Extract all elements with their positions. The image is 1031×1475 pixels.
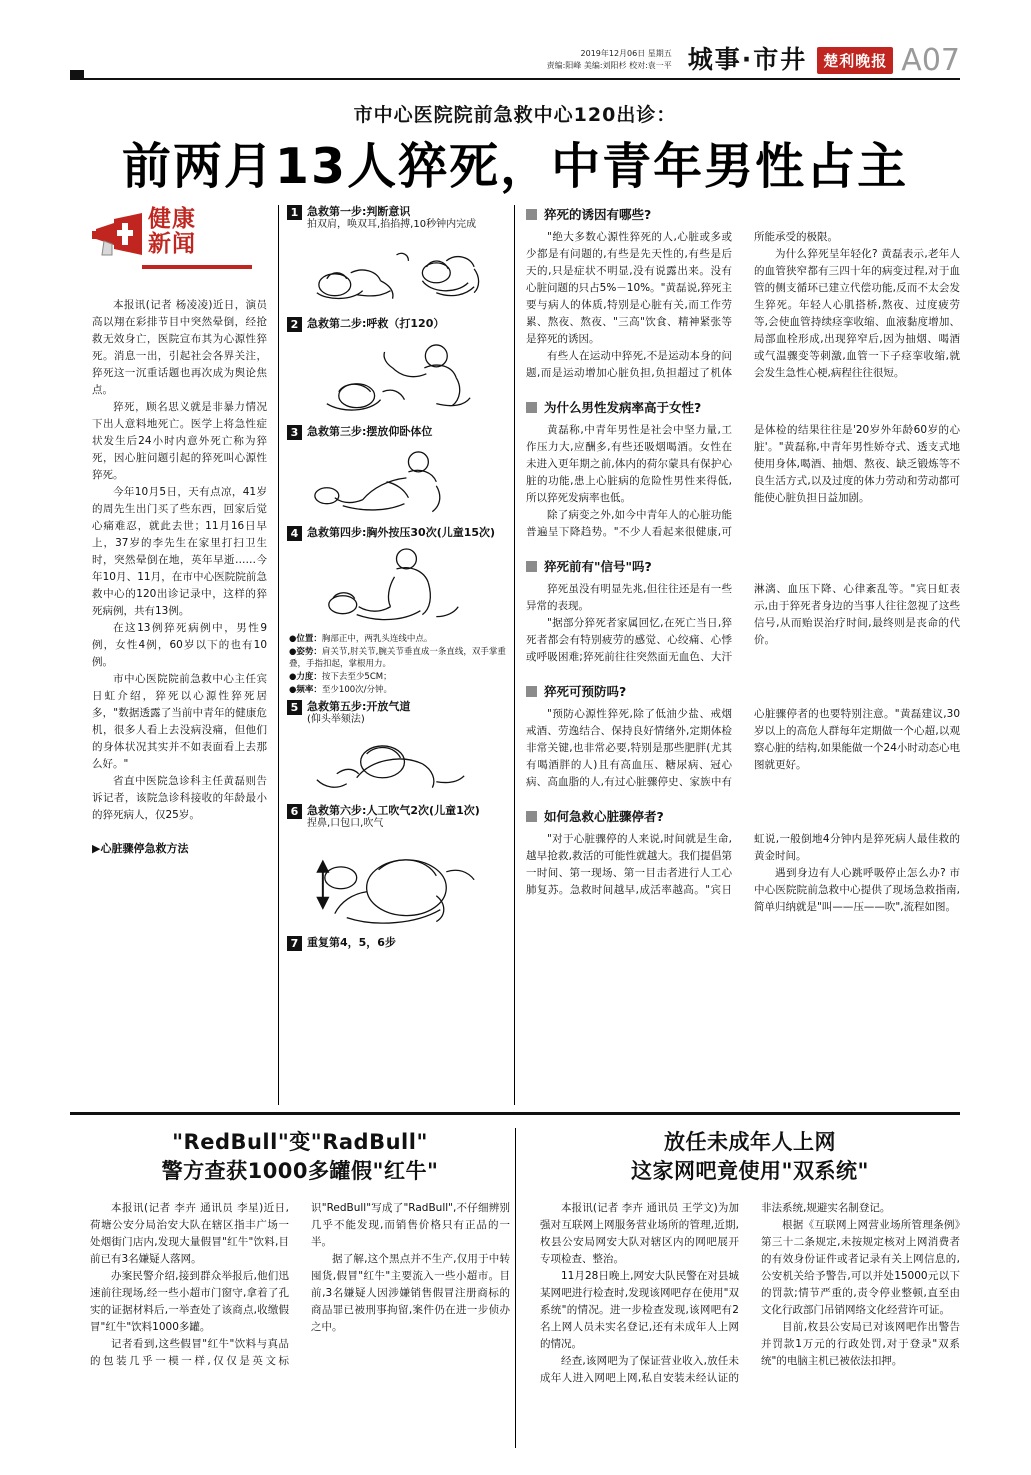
step-number: 2 xyxy=(287,317,302,332)
qa-answer xyxy=(526,706,960,791)
bottom-story-right xyxy=(540,1128,960,1387)
qa-question xyxy=(526,807,960,825)
compression-notes xyxy=(289,633,506,696)
megaphone-icon xyxy=(92,211,150,257)
qa-block xyxy=(526,682,960,791)
masthead xyxy=(70,30,960,80)
paragraph: "绝大多数心源性猝死的人,心脏或多或少都是有问题的,有些是先天性的,有些是后天的,只是症状不明显,没有说露出来。没有心脏问题的只占5%－10%。"黄磊说,猝死主要与病人的体质,特别是心脏有关,而工作劳累、熬夜、熬夜、"三高"饮食、精神紧张等是猝死的诱因。 xyxy=(526,231,732,345)
paragraph: 目前,枚县公安局已对该网吧作出警告并罚款1万元的行政处罚,对于登录"双系统"的电脑主机已被依法扣押。 xyxy=(761,1321,960,1367)
step-item xyxy=(287,526,506,697)
qa-question xyxy=(526,557,960,575)
step-number: 6 xyxy=(287,804,302,819)
story-title-line-2: 警方查获1000多罐假"红牛" xyxy=(161,1159,439,1183)
step-title: 急救第五步:开放气道 xyxy=(307,700,411,714)
article-kicker: 市中心医院院前急救中心120出诊： xyxy=(353,104,677,126)
qa-answer xyxy=(526,229,960,382)
step-title: 急救第三步:摆放仰卧体位 xyxy=(307,425,433,439)
qa-block xyxy=(526,205,960,382)
bottom-vertical-divider xyxy=(515,1128,516,1448)
qa-answer xyxy=(526,581,960,666)
step-title: 急救第六步:人工吹气2次(儿童1次) xyxy=(307,804,480,818)
square-bullet-icon xyxy=(526,402,537,413)
cpr-position-body-illustration xyxy=(287,442,506,522)
paragraph: 黄磊称,中青年男性是社会中坚力量,工作压力大,应酬多,有些还吸烟喝酒。女性在未进入更年期之前,体内的荷尔蒙具有保护心脏的功能,患上心脏病的危险性男性来得低,所以猝死发病率也低。 xyxy=(526,424,732,504)
paragraph: 办案民警介绍,接到群众举报后,他们迅速前往现场,经一些小超市门窗守,拿着了孔实的证据材料后,一举查处了该商点,收缴假冒"红牛"饮料1000多罐。 xyxy=(90,1270,289,1333)
square-bullet-icon xyxy=(526,811,537,822)
qa-question xyxy=(526,398,960,416)
cpr-rescue-breathing-illustration xyxy=(287,832,506,932)
step-number: 7 xyxy=(287,936,302,951)
page-title: 前两月13人猝死，中青年男性占主 xyxy=(121,138,909,195)
qa-column xyxy=(526,205,960,932)
paragraph: 在这13例猝死病例中，男性9例，女性4例，60岁以下的也有10例。 xyxy=(92,622,267,668)
step-item xyxy=(287,205,506,313)
health-news-text xyxy=(148,207,252,257)
masthead-date: 2019年12月06日 星期五 xyxy=(580,49,672,58)
step-number: 1 xyxy=(287,205,302,220)
story-title-line-1: 放任未成年人上网 xyxy=(664,1130,836,1154)
first-aid-steps-column xyxy=(278,205,515,1105)
paragraph: 除了病变之外,如今中青年人的心脏功能普遍呈下降趋势。"不少人看起来很健康,可是体检的结果往往是'20岁外年龄60岁的心脏'。"黄磊称,中青年男性娇夺式、透支式地使用身体,喝酒、抽烟、熬夜、缺乏锻炼等不良生活方式,以及过度的体力劳动和劳动都可能使心脏负担日益加剧。 xyxy=(526,424,960,538)
paragraph: 猝死虽没有明显先兆,但往往还是有一些异常的表现。 xyxy=(526,583,732,612)
story-title-line-2: 这家网吧竟使用"双系统" xyxy=(631,1159,869,1183)
note-label: ●位置： xyxy=(289,634,322,645)
note-text: 至少100次/分钟。 xyxy=(321,685,393,696)
step-subtitle: 拍双肩，唤双耳,掐掐搏,10秒钟内完成 xyxy=(307,219,477,230)
left-column xyxy=(92,205,267,856)
cpr-subhead: ▶心脏骤停急救方法 xyxy=(92,842,189,855)
qa-block xyxy=(526,807,960,916)
paragraph: 市中心医院院前急救中心主任宾日虹介绍，猝死以心源性猝死居多，"数据透露了当前中青年的健康危机，很多人看上去没病没痛，但他们的身体状况其实并不如表面看上去那么好。" xyxy=(92,673,267,770)
note-text: 胸部正中，两乳头连线中点。 xyxy=(321,634,433,645)
paragraph: 本报讯(记者 李卉 通讯员 王学文)为加强对互联网上网服务营业场所的管理,近期,枚县公安局网安大队对辖区内的网吧展开专项检查、整治。 xyxy=(540,1202,739,1265)
step-item xyxy=(287,936,506,951)
logo-underline xyxy=(142,265,252,269)
bottom-story-left xyxy=(90,1128,510,1370)
step-number: 5 xyxy=(287,700,302,715)
step-number: 3 xyxy=(287,425,302,440)
story-title-line-1: "RedBull"变"RadBull" xyxy=(172,1130,428,1154)
paragraph: 记者看到,这些假冒"红牛"饮料与真品的包装几乎一模一样,仅仅是英文标识"RedBull"写成了"RadBull",不仔细辨别几乎不能发现,而销售价格只有正品的一半。 xyxy=(90,1202,510,1367)
masthead-meta xyxy=(547,48,672,72)
step-item xyxy=(287,700,506,800)
paragraph: 根据《互联网上网营业场所管理条例》第三十二条规定,未按规定核对上网消费者的有效身份证件或者记录有关上网信息的,公安机关给予警告,可以并处15000元以下的罚款;情节严重的,责令停业整顿,直至由文化行政部门吊销网络文化经营许可证。 xyxy=(761,1219,960,1316)
paragraph: 经查,该网吧为了保证营业收入,放任未成年人进入网吧上网,私自安装未经认证的非法系统,规避实名制登记。 xyxy=(540,1202,891,1384)
paragraph: 为什么猝死呈年轻化? 黄磊表示,老年人的血管狭窄都有三四十年的病变过程,对于血管的侧支循环已建立代偿功能,反而不太会发生猝死。年轻人心肌搭桥,熬夜、过度疲劳等,会使血管持续痉挛收缩、血液黏度增加、局部血栓形成,出现猝窄后,因为抽烟、喝酒或气温骤变等刺激,血管一下子痉挛收缩,就会发生急性心梗,病程往往很短。 xyxy=(754,248,960,379)
step-item xyxy=(287,804,506,932)
paragraph: 省直中医院急诊科主任黄磊则告诉记者，该院急诊科接收的年龄最小的猝死病人，仅25岁。 xyxy=(92,775,267,821)
square-bullet-icon xyxy=(526,686,537,697)
qa-question xyxy=(526,205,960,223)
step-title: 急救第四步:胸外按压30次(儿童15次) xyxy=(307,525,496,539)
cpr-open-airway-illustration xyxy=(287,728,506,800)
step-title: 重复第4，5，6步 xyxy=(307,935,396,949)
masthead-section: 城事·市井 xyxy=(687,45,808,74)
qa-question-text: 如何急救心脏骤停者? xyxy=(544,809,664,824)
masthead-brand: 楚利晚报 xyxy=(817,47,893,74)
cpr-check-consciousness-illustration xyxy=(287,233,506,313)
paragraph: 本报讯(记者 杨凌凌)近日，演员高以翔在彩排节目中突然晕倒，经抢救无效身亡，医院宣布其为心源性猝死。消息一出，引起社会各界关注，猝死这一沉重话题也再次成为舆论焦点。 xyxy=(92,299,267,396)
paragraph: 据了解,这个黑点并不生产,仅用于中转囤货,假冒"红牛"主要流入一些小超市。目前,3名嫌疑人因涉嫌销售假冒注册商标的商品罪已被刑事拘留,案件仍在进一步侦办之中。 xyxy=(311,1253,510,1333)
step-item xyxy=(287,317,506,422)
qa-answer xyxy=(526,831,960,916)
paragraph: "据部分猝死者家属回忆,在死亡当日,猝死者都会有特别疲劳的感觉、心绞痛、心悸或呼吸困难;猝死前往往突然面无血色、大汗淋漓、血压下降、心律紊乱等。"宾日虹表示,由于猝死者身边的当事人往往忽视了这些信号,从而贻误治疗时间,最终则是丧命的代价。 xyxy=(526,583,960,663)
note-label: ●力度： xyxy=(289,672,322,683)
masthead-credits: 责编:阳峰 美编:刘阳杉 校对:袁一平 xyxy=(546,61,672,70)
step-title: 急救第一步:判断意识 xyxy=(307,205,411,218)
story-body xyxy=(90,1200,510,1370)
bottom-divider xyxy=(70,1112,960,1115)
paragraph: "对于心脏骤停的人来说,时间就是生命,越早抢救,救活的可能性就越大。我们提倡第一时间、第一现场、第一目击者进行人工心肺复苏。急救时间越早,成活率越高。"宾日虹说,一般倒地4分钟内是猝死病人最佳救的黄金时间。 xyxy=(526,833,960,896)
left-article-body xyxy=(92,297,267,824)
step-subtitle: 捏鼻,口包口,吹气 xyxy=(307,818,384,830)
story-body xyxy=(540,1200,960,1387)
paragraph: "预防心源性猝死,除了低油少盐、戒烟戒酒、劳逸结合、保持良好情绪外,定期体检非常关键,也非常必要,特别是那些肥胖(尤其有喝酒胖的人)且有高血压、糖尿病、冠心病、高血脂的人,有过心脏骤停史、家族中有心脏骤停者的也要特别注意。"黄磊建议,30岁以上的高危人群每年定期做一个心超,以观察心脏的结构,如果能做一个24小时动态心电图就更好。 xyxy=(526,708,960,788)
note-text: 按下去至少5CM； xyxy=(321,672,392,683)
note-label: ●姿势： xyxy=(289,647,322,658)
note-label: ●频率： xyxy=(289,685,322,696)
note-text: 肩关节,肘关节,腕关节垂直成一条直线，双手掌重叠，手指扣起，掌根用力。 xyxy=(289,647,506,670)
paragraph: 猝死，顾名思义就是非暴力情况下出人意料地死亡。医学上将急性症状发生后24小时内意外死亡称为猝死，因心脏问题引起的猝死叫心源性猝死。 xyxy=(92,401,267,481)
paragraph: 今年10月5日，天有点凉，41岁的周先生出门买了些东西，回家后觉心痛难忍，就此去世；11月16日早上，37岁的李先生在家里打扫卫生时，突然晕倒在地，英年早逝……今年10月、11月，在市中心医院院前急救中心的120出诊记录中，这样的猝死病例，共有13例。 xyxy=(92,486,267,617)
logo-line-2: 新闻 xyxy=(148,231,196,257)
main-content xyxy=(70,205,960,1105)
step-item xyxy=(287,425,506,522)
step-title: 急救第二步:呼救（打120） xyxy=(307,316,445,330)
paragraph: 有些人在运动中猝死,不是运动本身的问题,而是运动增加心脏负担,负担超过了机体所能承受的极限。 xyxy=(526,231,838,379)
paragraph: 本报讯(记者 李卉 通讯员 李星)近日,荷塘公安分局治安大队在辖区指丰广场一处烟街门店内,发现大量假冒"红牛"饮料,目前已有3名嫌疑人落网。 xyxy=(90,1202,289,1265)
cpr-chest-compression-illustration xyxy=(287,543,506,631)
qa-question xyxy=(526,682,960,700)
square-bullet-icon xyxy=(526,209,537,220)
step-number: 4 xyxy=(287,526,302,541)
paragraph: 遇到身边有人心跳呼吸停止怎么办? 市中心医院院前急救中心提供了现场急救指南,简单归纳就是"叫——压——吹",流程如图。 xyxy=(754,867,960,913)
story-title xyxy=(90,1128,510,1186)
qa-question-text: 猝死的诱因有哪些? xyxy=(544,207,652,222)
qa-question-text: 为什么男性发病率高于女性? xyxy=(544,400,702,415)
masthead-page-number: A07 xyxy=(901,43,960,78)
square-bullet-icon xyxy=(526,561,537,572)
qa-block xyxy=(526,557,960,666)
story-title xyxy=(540,1128,960,1186)
qa-block xyxy=(526,398,960,541)
qa-question-text: 猝死前有"信号"吗? xyxy=(544,559,652,574)
paragraph: 11月28日晚上,网安大队民警在对县城某网吧进行检查时,发现该网吧存在使用"双系统"的情况。进一步检查发现,该网吧有2名上网人员未实名登记,还有未成年人上网的情况。 xyxy=(540,1270,739,1350)
health-news-logo xyxy=(92,205,252,283)
step-subtitle: (仰头举颏法) xyxy=(307,714,365,726)
masthead-left-rule xyxy=(70,70,84,80)
logo-line-1: 健康 xyxy=(148,206,196,232)
qa-question-text: 猝死可预防吗? xyxy=(544,684,627,699)
cpr-call-120-illustration xyxy=(287,334,506,422)
qa-answer xyxy=(526,422,960,541)
bottom-stories xyxy=(70,1128,960,1458)
